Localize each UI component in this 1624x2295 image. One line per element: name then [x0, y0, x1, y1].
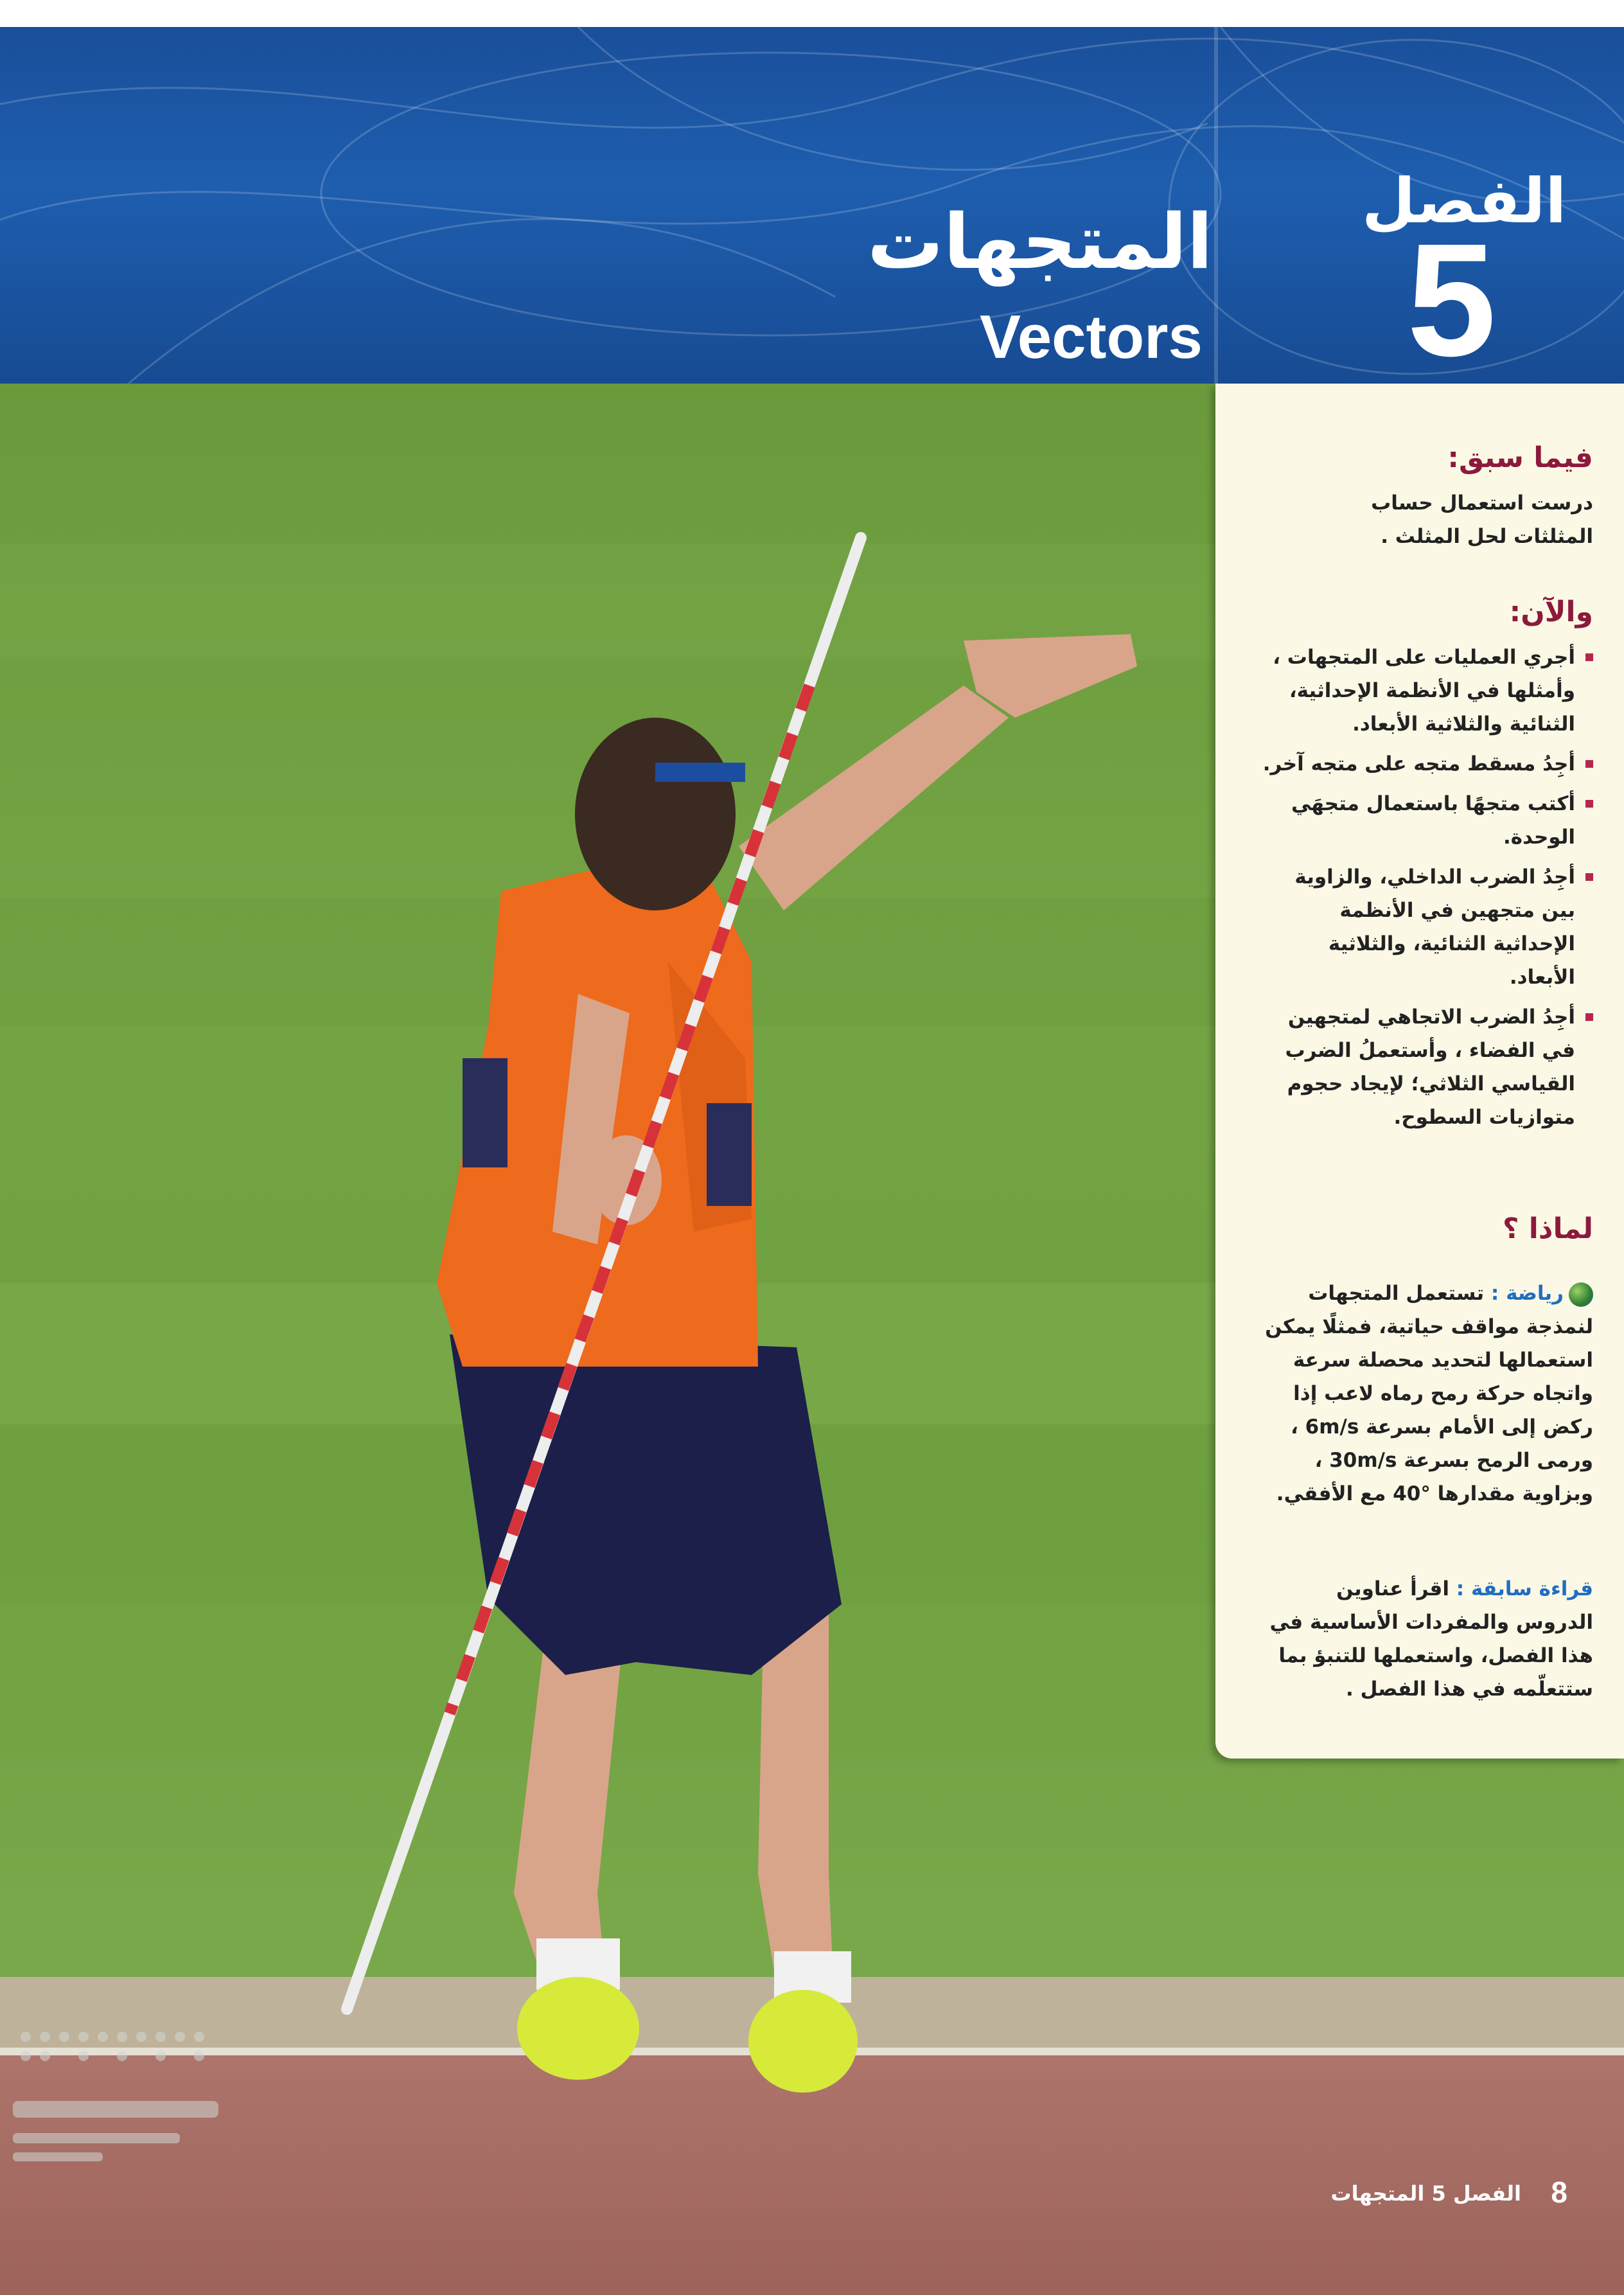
list-item: أجِدُ مسقط متجه على متجه آخر. [1259, 747, 1593, 781]
bullet-icon [1585, 873, 1593, 881]
list-item: أجري العمليات على المتجهات ، وأمثلها في الأنظمة الإحداثية، الثنائية والثلاثية الأبعاد. [1259, 641, 1593, 741]
chapter-banner [0, 27, 1624, 384]
chapter-label: الفصل [1362, 165, 1567, 237]
reading-tag: قراءة سابقة : [1456, 1577, 1593, 1600]
chapter-objectives-sidebar [1215, 384, 1624, 1759]
banner-divider [1214, 27, 1218, 384]
now-heading: والآن: [1509, 596, 1593, 628]
list-item: أجِدُ الضرب الداخلي، والزاوية بين متجهين في الأنظمة الإحداثية الثنائية، والثلاثية الأبعاد. [1259, 860, 1593, 994]
reading-text: اقرأ عناوين الدروس والمفردات الأساسية في هذا الفصل، واستعملها للتنبؤ بما ستتعلّمه في هذا الفصل . [1269, 1577, 1593, 1701]
bullet-icon [1585, 800, 1593, 808]
why-tag: رياضة : [1490, 1282, 1564, 1305]
chapter-title-english: Vectors [980, 303, 1203, 371]
previous-heading: فيما سبق: [1447, 441, 1593, 474]
page-number: 8 [1551, 2175, 1567, 2209]
bullet-icon [1585, 653, 1593, 661]
chapter-title-arabic: المتجهات [867, 197, 1213, 286]
previous-text: درست استعمال حساب المثلثات لحل المثلث . [1371, 492, 1593, 548]
chapter-number: 5 [1407, 210, 1497, 384]
globe-icon [1569, 1282, 1593, 1307]
footer-chapter-reference: الفصل 5 المتجهات [1330, 2181, 1521, 2206]
why-paragraph [1259, 1277, 1593, 1511]
bullet-icon [1585, 1013, 1593, 1021]
page-footer [1174, 2175, 1624, 2213]
now-objectives-list [1259, 641, 1593, 1140]
reading-paragraph [1259, 1572, 1593, 1706]
bullet-icon [1585, 760, 1593, 768]
list-item: أجِدُ الضرب الاتجاهي لمتجهين في الفضاء ، وأستعملُ الضرب القياسي الثلاثي؛ لإيجاد حجوم متوازيات السطوح. [1259, 1000, 1593, 1134]
why-text: تستعمل المتجهات لنمذجة مواقف حياتية، فمثلًا يمكن استعمالها لتحديد محصلة سرعة واتجاه حركة رمح رماه لاعب إذا ركض إلى الأمام بسرعة 6m/s ، ورمى الرمح بسرعة 30m/s ، وبزاوية مقدارها °40 مع الأفقي. [1265, 1282, 1593, 1505]
ministry-logo-watermark [0, 2024, 231, 2191]
why-heading: لماذا ؟ [1502, 1212, 1593, 1245]
list-item: أكتب متجهًا باستعمال متجهَي الوحدة. [1259, 787, 1593, 854]
